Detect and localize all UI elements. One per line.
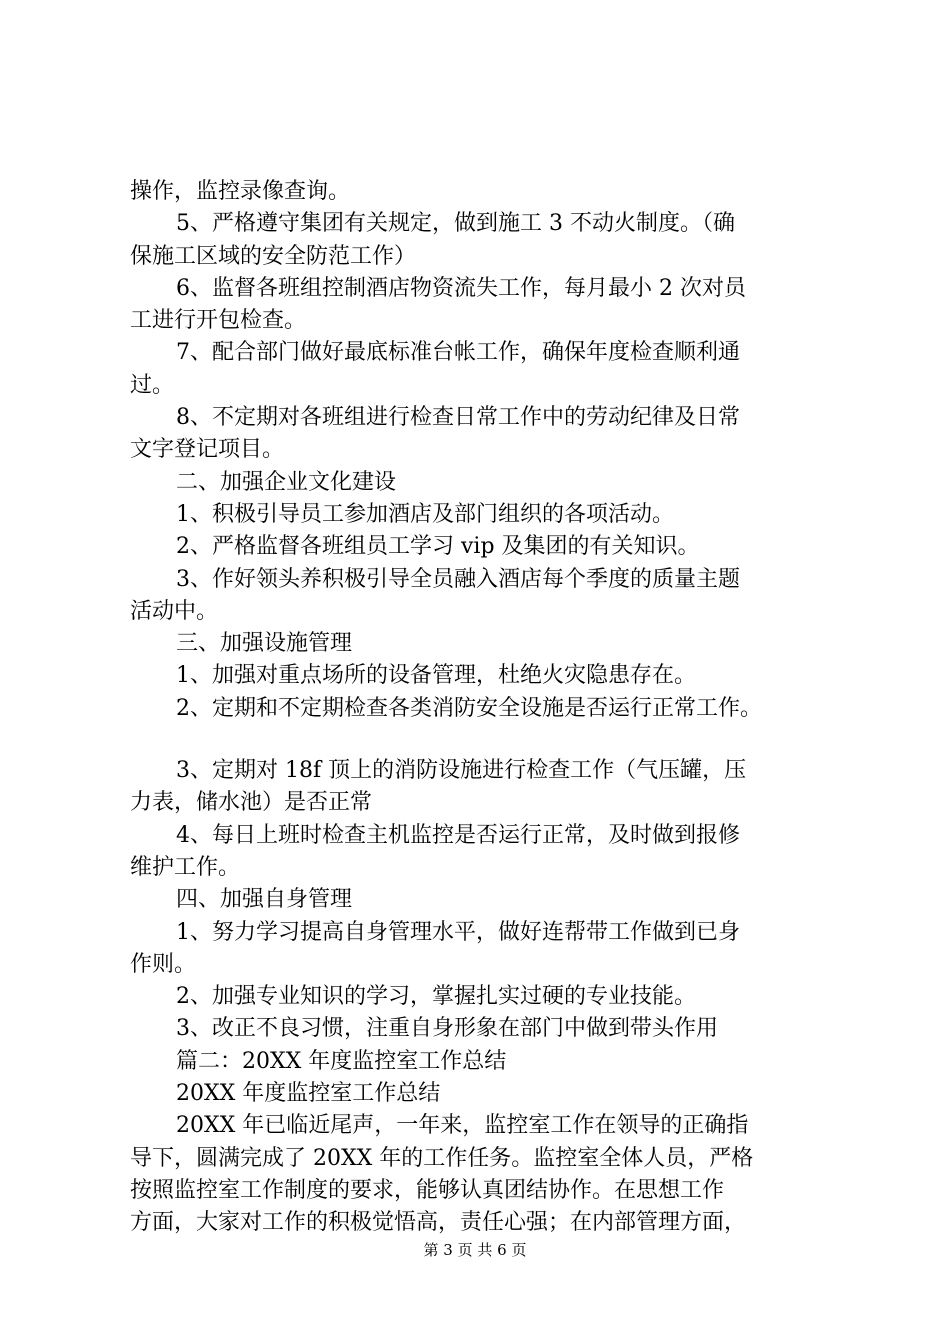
paragraph-gap [130,725,840,755]
text-line: 导下，圆满完成了 20XX 年的工作任务。监控室全体人员，严格 [130,1145,754,1171]
text-line: 1、努力学习提高自身管理水平，做好连帮带工作做到已身 [176,919,740,945]
text-line: 维护工作。 [130,854,241,880]
text-line: 2、定期和不定期检查各类消防安全设施是否运行正常工作。 [176,695,762,721]
text-line: 7、配合部门做好最底标准台帐工作，确保年度检查顺利通 [176,340,740,366]
text-line: 过。 [130,372,175,398]
text-line: 方面，大家对工作的积极觉悟高，责任心强；在内部管理方面， [130,1210,747,1236]
text-line: 按照监控室工作制度的要求，能够认真团结协作。在思想工作 [130,1177,725,1203]
text-line: 3、改正不良习惯，注重自身形象在部门中做到带头作用 [176,1016,718,1042]
text-line: 8、不定期对各班组进行检查日常工作中的劳动纪律及日常 [176,405,740,431]
text-line: 4、每日上班时检查主机监控是否运行正常，及时做到报修 [176,822,740,848]
text-line: 2、严格监督各班组员工学习 vip 及集团的有关知识。 [176,534,700,560]
text-line: 2、加强专业知识的学习，掌握扎实过硬的专业技能。 [176,984,696,1010]
text-line: 1、积极引导员工参加酒店及部门组织的各项活动。 [176,501,674,527]
text-line: 三、加强设施管理 [176,631,353,657]
text-line: 20XX 年已临近尾声，一年来，监控室工作在领导的正确指 [176,1113,749,1139]
text-line: 力表，储水池）是否正常 [130,790,373,816]
text-line: 工进行开包检查。 [130,308,307,334]
text-line: 3、定期对 18f 顶上的消防设施进行检查工作（气压罐，压 [176,758,747,784]
text-line: 5、严格遵守集团有关规定，做到施工 3 不动火制度。（确 [176,211,735,237]
text-line: 操作，监控录像查询。 [130,179,351,204]
text-block-part1 [130,176,840,725]
text-line: 1、加强对重点场所的设备管理，杜绝火灾隐患存在。 [176,663,696,689]
text-line: 3、作好领头养积极引导全员融入酒店每个季度的质量主题 [176,566,740,592]
text-line: 作则。 [130,951,197,977]
text-line: 6、监督各班组控制酒店物资流失工作，每月最小 2 次对员 [176,275,746,301]
text-block-part2 [130,755,840,1239]
document-body [130,176,840,1240]
text-line: 20XX 年度监控室工作总结 [176,1081,441,1107]
text-line: 篇二：20XX 年度监控室工作总结 [176,1048,507,1074]
page-footer: 第 3 页 共 6 页 [423,1241,527,1259]
text-line: 四、加强自身管理 [176,887,353,913]
text-line: 文字登记项目。 [130,437,285,463]
text-line: 保施工区域的安全防范工作） [130,243,417,269]
text-line: 二、加强企业文化建设 [176,469,397,495]
text-line: 活动中。 [130,598,219,624]
